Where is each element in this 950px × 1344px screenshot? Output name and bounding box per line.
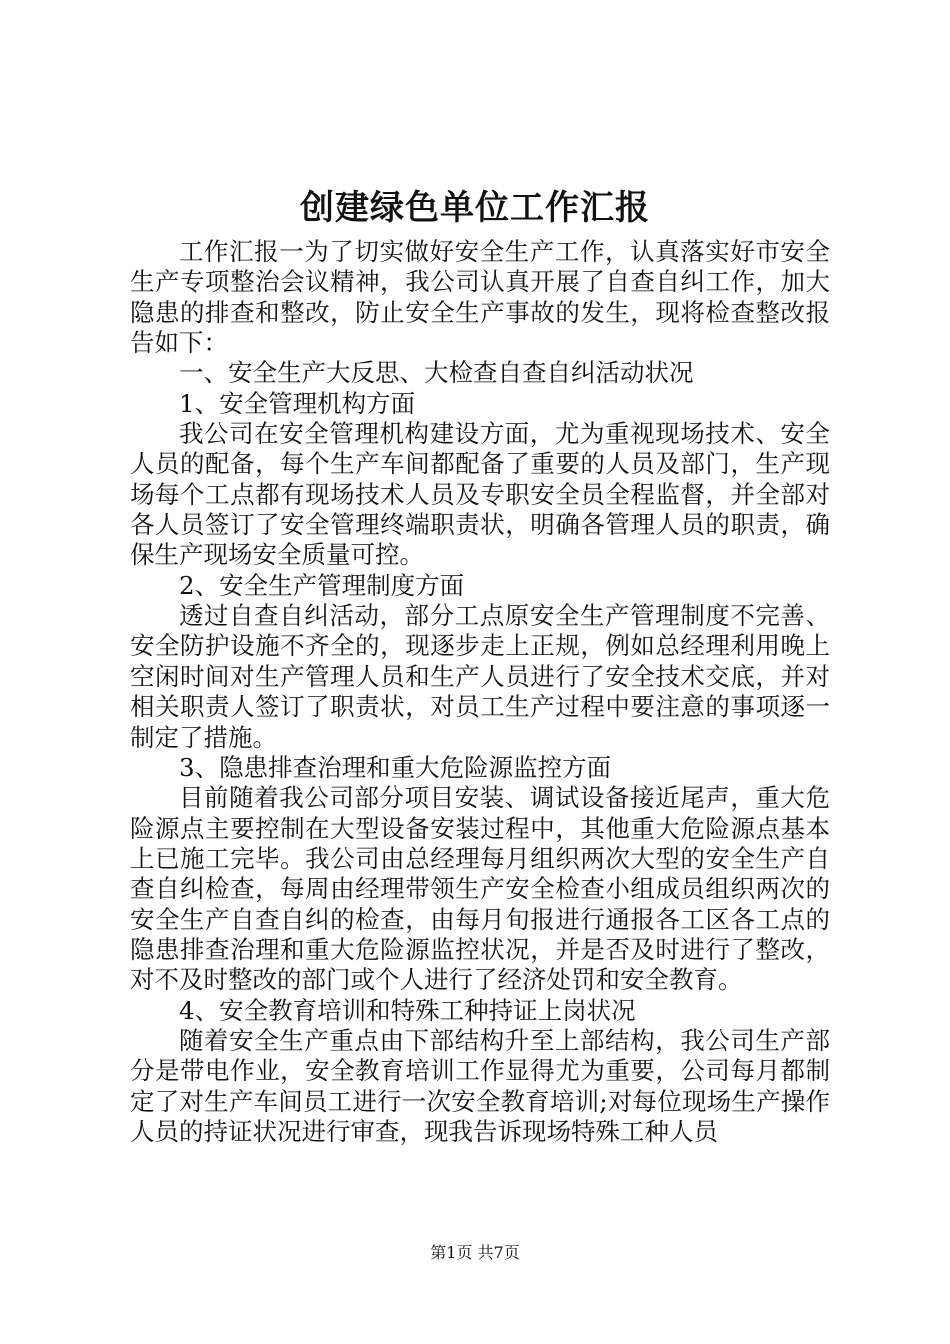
paragraph-subsection-3: 目前随着我公司部分项目安装、调试设备接近尾声，重大危险源点主要控制在大型设备安装过程中，其他重大危险源点基本上已施工完毕。我公司由总经理每月组织两次大型的安全生产自查自纠检查，每周由经理带领生产安全检查小组成员组织两次的安全生产自查自纠的检查，由每月旬报进行通报各工区各工点的隐患排查治理和重大危险源监控状况，并是否及时进行了整改，对不及时整改的部门或个人进行了经济处罚和安全教育。 (130, 783, 830, 995)
document-body (130, 237, 830, 1147)
paragraph-subsection-2: 透过自查自纠活动，部分工点原安全生产管理制度不完善、安全防护设施不齐全的，现逐步走上正规，例如总经理利用晚上空闲时间对生产管理人员和生产人员进行了安全技术交底，并对相关职责人签订了职责状，对员工生产过程中要注意的事项逐一制定了措施。 (130, 601, 830, 752)
heading-subsection-2: 2、安全生产管理制度方面 (179, 570, 465, 600)
heading-section-1: 一、安全生产大反思、大检查自查自纠活动状况 (179, 358, 694, 388)
heading-subsection-3: 3、隐患排查治理和重大危险源监控方面 (179, 752, 612, 782)
document-title: 创建绿色单位工作汇报 (300, 188, 650, 228)
page-number-footer: 第1页 共7页 (430, 1243, 520, 1262)
heading-subsection-1: 1、安全管理机构方面 (179, 388, 416, 418)
paragraph-subsection-4: 随着安全生产重点由下部结构升至上部结构，我公司生产部分是带电作业，安全教育培训工作显得尤为重要，公司每月都制定了对生产车间员工进行一次安全教育培训;对每位现场生产操作人员的持证状况进行审查，现我告诉现场特殊工种人员 (130, 1025, 830, 1146)
paragraph-subsection-1: 我公司在安全管理机构建设方面，尤为重视现场技术、安全人员的配备，每个生产车间都配备了重要的人员及部门，生产现场每个工点都有现场技术人员及专职安全员全程监督，并全部对各人员签订了安全管理终端职责状，明确各管理人员的职责，确保生产现场安全质量可控。 (130, 419, 830, 570)
heading-subsection-4: 4、安全教育培训和特殊工种持证上岗状况 (179, 995, 636, 1025)
paragraph-intro: 工作汇报一为了切实做好安全生产工作，认真落实好市安全生产专项整治会议精神，我公司认真开展了自查自纠工作，加大隐患的排查和整改，防止安全生产事故的发生，现将检查整改报告如下： (130, 237, 830, 358)
